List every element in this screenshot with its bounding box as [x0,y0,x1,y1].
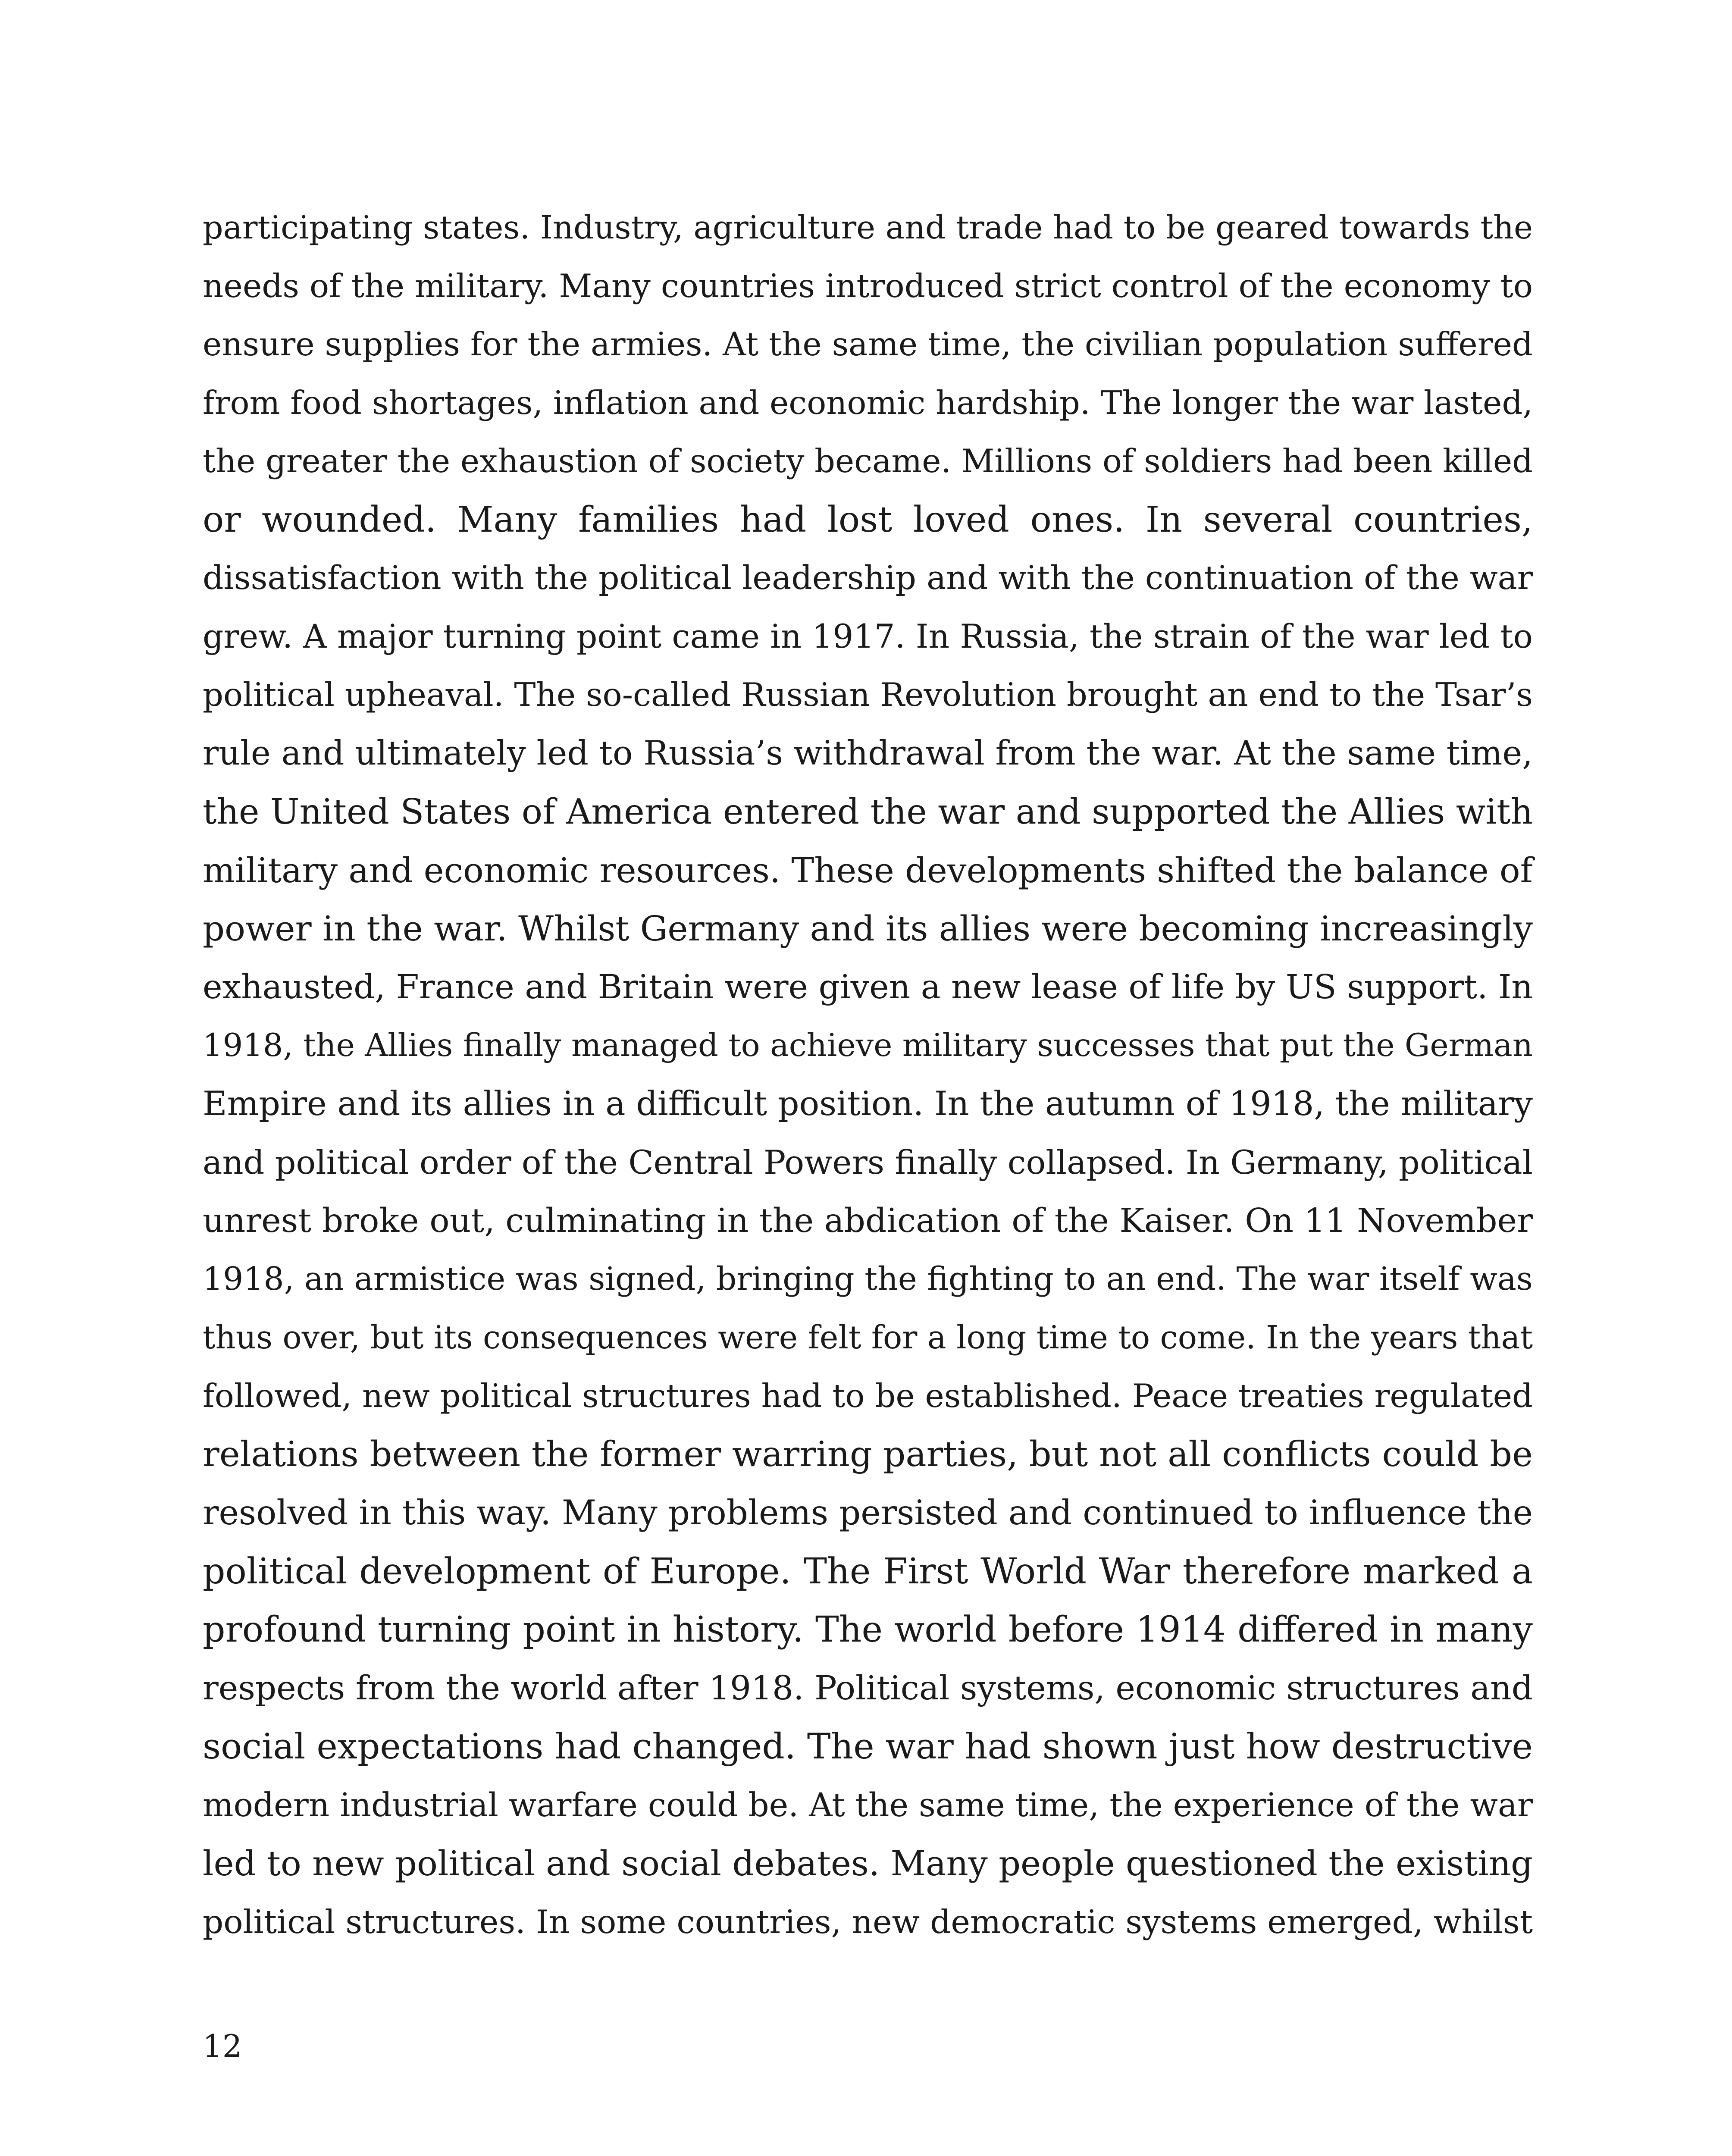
body-paragraph [203,198,1533,1951]
text-line: social expectations had changed. The war had shown just how destructive [203,1726,1533,1767]
text-line: modern industrial warfare could be. At the same time, the experience of the war [203,1786,1533,1824]
text-line: 1918, the Allies finally managed to achieve military successes that put the German [203,1027,1533,1064]
text-line: political upheaval. The so-called Russian Revolution brought an end to the Tsar’s [203,676,1533,714]
text-line: resolved in this way. Many problems persisted and continued to influence the [203,1493,1533,1532]
text-line: exhausted, France and Britain were given a new lease of life by US support. In [203,968,1533,1006]
text-line: followed, new political structures had to be established. Peace treaties regulated [203,1377,1533,1415]
text-line: dissatisfaction with the political leadership and with the continuation of the war [203,559,1533,597]
text-line: respects from the world after 1918. Political systems, economic structures and [203,1669,1533,1708]
text-line: power in the war. Whilst Germany and its allies were becoming increasingly [203,909,1533,949]
text-line: unrest broke out, culminating in the abdication of the Kaiser. On 11 November [203,1201,1533,1240]
text-line: political structures. In some countries, new democratic systems emerged, whilst [203,1902,1533,1941]
text-line: the greater the exhaustion of society became. Millions of soldiers had been killed [203,442,1533,480]
text-line: led to new political and social debates. Many people questioned the existing [203,1843,1533,1883]
text-line: political development of Europe. The First World War therefore marked a [203,1551,1533,1592]
text-line: participating states. Industry, agriculture and trade had to be geared towards the [203,209,1533,246]
page-number: 12 [203,2028,242,2064]
text-line: and political order of the Central Powers finally collapsed. In Germany, political [203,1143,1533,1181]
text-line: thus over, but its consequences were felt for a long time to come. In the years that [203,1319,1533,1356]
text-line: ensure supplies for the armies. At the same time, the civilian population suffered [203,325,1533,363]
text-line: grew. A major turning point came in 1917. In Russia, the strain of the war led to [203,617,1533,655]
text-line: the United States of America entered the war and supported the Allies with [203,792,1533,832]
text-line: rule and ultimately led to Russia’s withdrawal from the war. At the same time, [203,733,1533,773]
text-line: 1918, an armistice was signed, bringing the fighting to an end. The war itself was [203,1260,1533,1297]
text-line: needs of the military. Many countries introduced strict control of the economy to [203,266,1533,305]
text-line: from food shortages, inflation and economic hardship. The longer the war lasted, [203,384,1533,422]
text-line: profound turning point in history. The world before 1914 differed in many [203,1609,1533,1650]
text-line: military and economic resources. These developments shifted the balance of [203,850,1533,890]
text-line: or wounded. Many families had lost loved ones. In several countries, [203,499,1533,540]
text-line: relations between the former warring parties, but not all conflicts could be [203,1434,1533,1475]
text-line: Empire and its allies in a difficult position. In the autumn of 1918, the military [203,1084,1533,1123]
